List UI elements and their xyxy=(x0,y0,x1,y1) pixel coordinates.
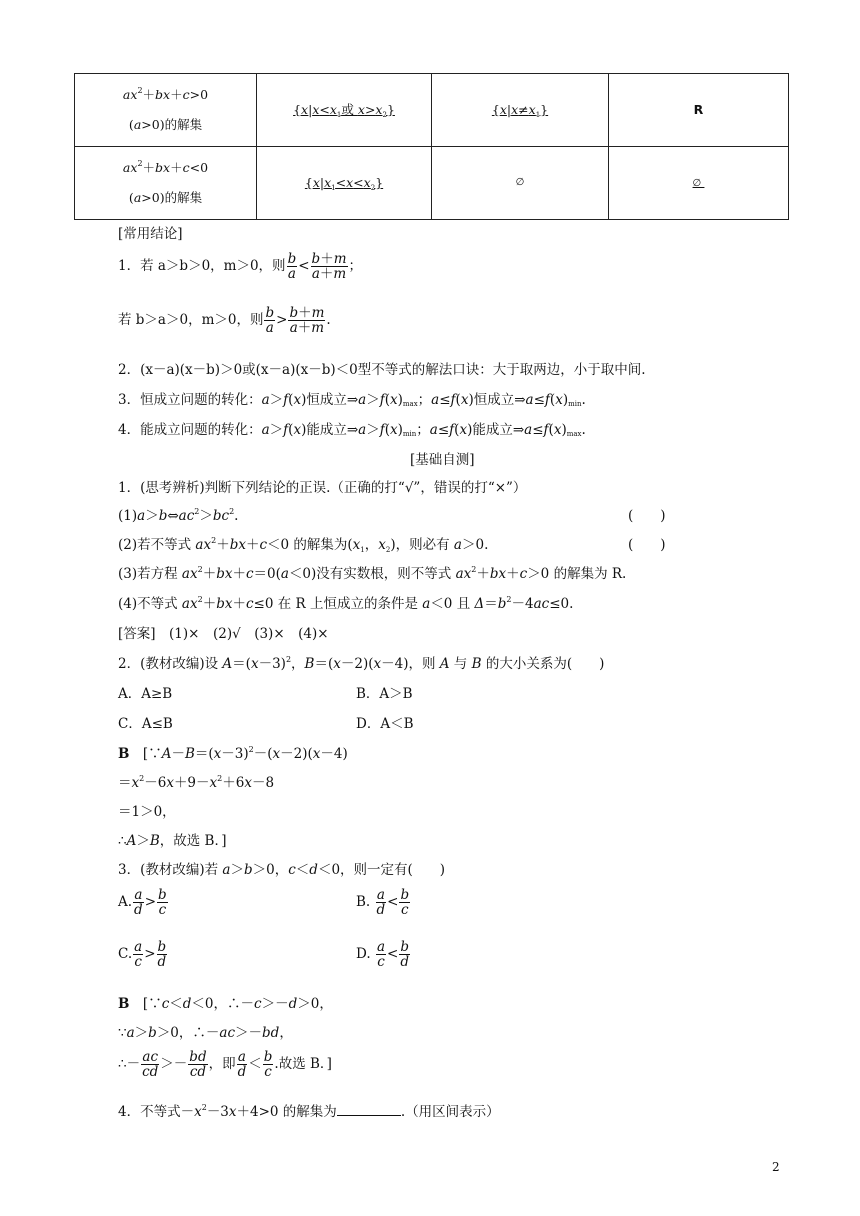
question-2-option-b: B．A＞B xyxy=(356,686,413,702)
conclusion-1: 1．若 a＞b＞0，m＞0，则 $\frac{b}{a}$ < $\frac{b+m}{a+m}$ ； xyxy=(118,251,362,282)
question-3-solution-line-3: ∴－ $\frac{ac}{cd}$ ＞－ $\frac{bd}{cd}$ ，即 $\frac{a}{d}$ ＜ $\frac{b}{c}$ .故选 B．] xyxy=(118,1049,332,1080)
question-2-solution-line-1: B [$\because A-B=(x-3)^2-(x-2)(x-4)$ xyxy=(118,745,348,762)
table-cell: {$x|x<x_1$或 $x>x_2$} xyxy=(257,74,432,147)
conclusion-3: 3．恒成立问题的转化：a＞f(x)恒成立⇒a＞f(x)max；a≤f(x)恒成立⇒a≤f(x)min. xyxy=(118,392,586,408)
question-2-stem: 2．(教材改编)设 $A=(x-3)^2$，B＝(x－2)(x－4)，则 A 与 B 的大小关系为( ) xyxy=(118,655,605,672)
fraction: $\frac{b}{a}$ xyxy=(287,251,297,282)
answer-paren: ( ) xyxy=(628,537,666,553)
question-4-stem: 4．不等式$-x^2-3x+4>0$ 的解集为 .（用区间表示） xyxy=(118,1103,500,1120)
table-cell: $\{x|x\ne x_1\}$ xyxy=(432,74,609,147)
question-2-option-a: A．A≥B xyxy=(118,686,173,702)
question-3-solution-tail: .故选 B．] xyxy=(274,1056,332,1072)
table-cell: ∅ xyxy=(609,147,789,220)
question-1-item-2: (2)若不等式 $ax^2+bx+c<0$ 的解集为($x_1$，$x_2$)，则必有 a＞0. xyxy=(118,536,489,554)
question-2-option-c: C．A≤B xyxy=(118,716,173,732)
question-2-solution-line-2: $=x^2-6x+9-x^2+6x-8$ xyxy=(118,774,275,791)
question-3-stem: 3．(教材改编)若 a＞b＞0，c＜d＜0，则一定有( ) xyxy=(118,862,446,878)
solution-set-table xyxy=(74,73,789,220)
question-2-solution-line-4: ∴A＞B，故选 B．] xyxy=(118,833,227,849)
row-label: $ax^2+bx+c>0$ (a>0)的解集 xyxy=(75,74,257,147)
table-cell: $\{x|x_1<x<x_2\}$ xyxy=(257,147,432,220)
question-3-solution-line-1: B [∵c＜d＜0，∴－c＞－d＞0， xyxy=(118,996,333,1012)
table-row xyxy=(75,147,789,220)
question-3-option-c: C. $\frac{a}{c}$ > $\frac{b}{d}$ xyxy=(118,939,167,970)
question-3-option-b: B. $\frac{a}{d}$ < $\frac{b}{c}$ xyxy=(356,887,410,918)
question-1-stem: 1．(思考辨析)判断下列结论的正误.（正确的打“√”，错误的打“×”） xyxy=(118,480,527,496)
conclusion-1-alt-text: 若 b＞a＞0，m＞0，则 xyxy=(118,312,264,328)
question-2-solution-line-3: ＝1＞0， xyxy=(118,804,176,820)
fraction: $\frac{b+m}{a+m}$ xyxy=(311,251,347,282)
table-row xyxy=(75,74,789,147)
conclusion-1-alt: 若 b＞a＞0，m＞0，则 $\frac{b}{a}$ > $\frac{b+m}{a+m}$ . xyxy=(118,305,331,336)
conclusion-4: 4．能成立问题的转化：a＞f(x)能成立⇒a＞f(x)min；a≤f(x)能成立⇒a≤f(x)max. xyxy=(118,422,586,438)
conclusion-2: 2．(x－a)(x－b)＞0或(x－a)(x－b)＜0型不等式的解法口诀：大于取两边，小于取中间. xyxy=(118,362,646,378)
question-3-option-a: A. $\frac{a}{d}$ > $\frac{b}{c}$ xyxy=(118,887,167,918)
question-2-option-d: D．A＜B xyxy=(356,716,414,732)
question-1-item-1: $(1)a>b\Leftrightarrow ac^2>bc^2$. xyxy=(118,507,239,524)
fraction: $\frac{b}{a}$ xyxy=(265,305,275,336)
page-number: 2 xyxy=(772,1160,780,1174)
question-3-option-d: D. $\frac{a}{c}$ < $\frac{b}{d}$ xyxy=(356,939,409,970)
question-1-answer: [答案] (1)× (2)√ (3)× (4)× xyxy=(118,626,329,642)
table-cell: ∅ xyxy=(432,147,609,220)
question-4-tail: .（用区间表示） xyxy=(400,1104,500,1120)
conclusion-1-text: 1．若 a＞b＞0，m＞0，则 xyxy=(118,258,286,274)
section-header-common: [常用结论] xyxy=(118,226,183,242)
question-1-item-3: (3)若方程 $ax^2+bx+c=0(a<0)$没有实数根，则不等式 $ax^2+bx+c>0$ 的解集为 R. xyxy=(118,565,627,582)
question-3-solution-line-2: ∵a＞b＞0，∴－ac＞－bd， xyxy=(118,1025,293,1041)
row-label: $ax^2+bx+c<0$ (a>0)的解集 xyxy=(75,147,257,220)
answer-blank xyxy=(337,1103,401,1116)
section-header-selftest: [基础自测] xyxy=(410,452,475,468)
fraction: $\frac{b+m}{a+m}$ xyxy=(289,305,325,336)
answer-paren: ( ) xyxy=(628,508,666,524)
table-cell: R xyxy=(609,74,789,147)
question-1-item-4: (4)不等式 $ax^2+bx+c\le 0$ 在 R 上恒成立的条件是 a＜0 且 $\Delta=b^2-4ac\le 0$. xyxy=(118,595,574,612)
